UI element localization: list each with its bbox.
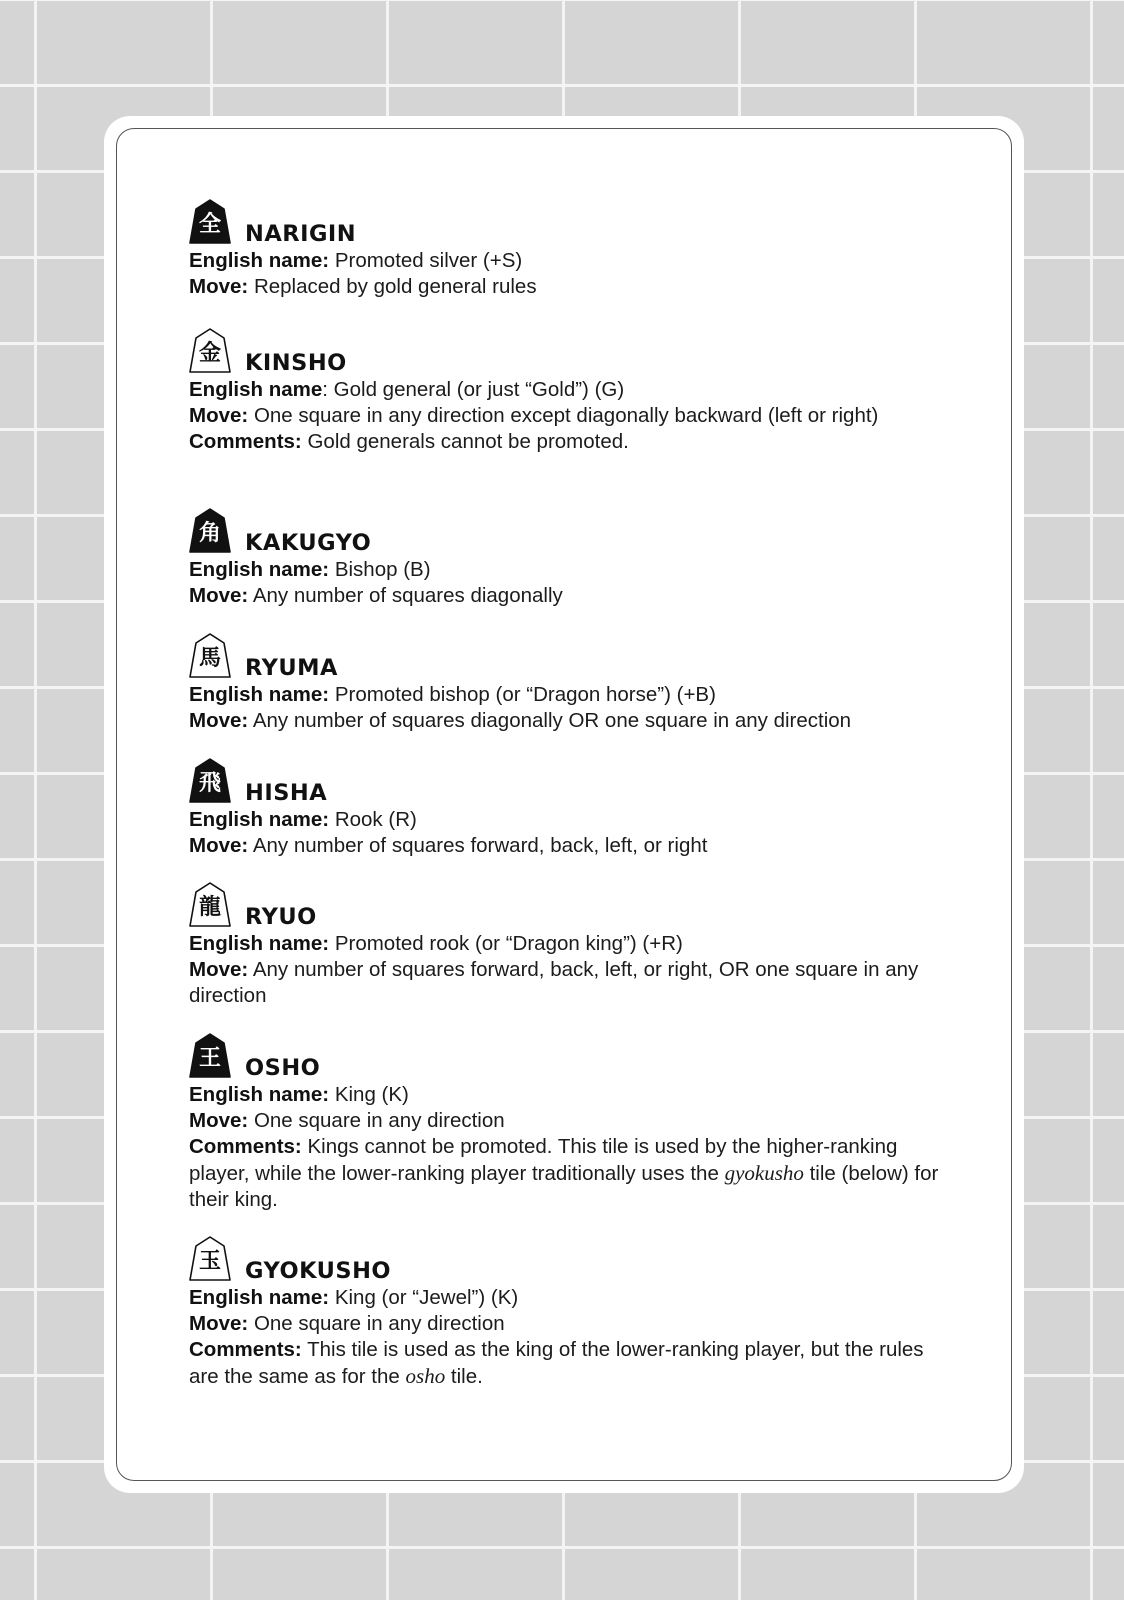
move-line: Move: Any number of squares diagonally [189, 584, 563, 607]
move-line: Move: One square in any direction except diagonally backward (left or right) [189, 404, 879, 427]
english-name-line: English name: Promoted silver (+S) [189, 249, 523, 272]
piece-entry-ryuma [189, 630, 949, 734]
piece-entry-gyokusho [189, 1233, 949, 1390]
piece-name: HISHA [245, 780, 328, 806]
move-line: Move: Any number of squares forward, back, left, or right [189, 834, 708, 857]
piece-name: KINSHO [245, 350, 347, 376]
shogi-tile-icon: 全 [189, 198, 231, 244]
english-name-line: English name: Gold general (or just “Gold”) (G) [189, 378, 625, 401]
english-name-line: English name: Bishop (B) [189, 558, 431, 581]
piece-entry-narigin [189, 196, 949, 300]
shogi-tile-icon: 角 [189, 507, 231, 553]
piece-name: NARIGIN [245, 221, 357, 247]
shogi-tile-icon: 王 [189, 1032, 231, 1078]
english-name-line: English name: Rook (R) [189, 808, 417, 831]
shogi-tile-icon: 馬 [189, 632, 231, 678]
piece-name: OSHO [245, 1055, 321, 1081]
piece-entry-kakugyo [189, 505, 949, 609]
comments-line: Comments: This tile is used as the king of the lower-ranking player, but the rules are the same as for the osho tile. [189, 1338, 924, 1388]
english-name-line: English name: King (or “Jewel”) (K) [189, 1286, 519, 1309]
shogi-tile-icon: 玉 [189, 1235, 231, 1281]
move-line: Move: One square in any direction [189, 1109, 505, 1132]
move-line: Move: Any number of squares diagonally OR one square in any direction [189, 709, 852, 732]
piece-entry-kinsho [189, 325, 949, 455]
piece-name: RYUMA [245, 655, 338, 681]
move-line: Move: One square in any direction [189, 1312, 505, 1335]
english-name-line: English name: Promoted bishop (or “Dragon horse”) (+B) [189, 683, 716, 706]
piece-entry-hisha [189, 755, 949, 859]
piece-entry-osho [189, 1030, 949, 1213]
shogi-tile-icon: 飛 [189, 757, 231, 803]
move-line: Move: Replaced by gold general rules [189, 275, 537, 298]
piece-name: KAKUGYO [245, 530, 372, 556]
english-name-line: English name: Promoted rook (or “Dragon king”) (+R) [189, 932, 683, 955]
move-line: Move: Any number of squares forward, back, left, or right, OR one square in any direction [189, 958, 919, 1007]
piece-name: GYOKUSHO [245, 1258, 392, 1284]
shogi-tile-icon: 龍 [189, 881, 231, 927]
english-name-line: English name: King (K) [189, 1083, 409, 1106]
comments-line: Comments: Gold generals cannot be promoted. [189, 430, 629, 453]
piece-entry-ryuo [189, 879, 949, 1009]
comments-line: Comments: Kings cannot be promoted. This tile is used by the higher-ranking player, while the lower-ranking player traditionally uses the gyokusho tile (below) for their king. [189, 1135, 939, 1211]
shogi-tile-icon: 金 [189, 327, 231, 373]
piece-name: RYUO [245, 904, 317, 930]
